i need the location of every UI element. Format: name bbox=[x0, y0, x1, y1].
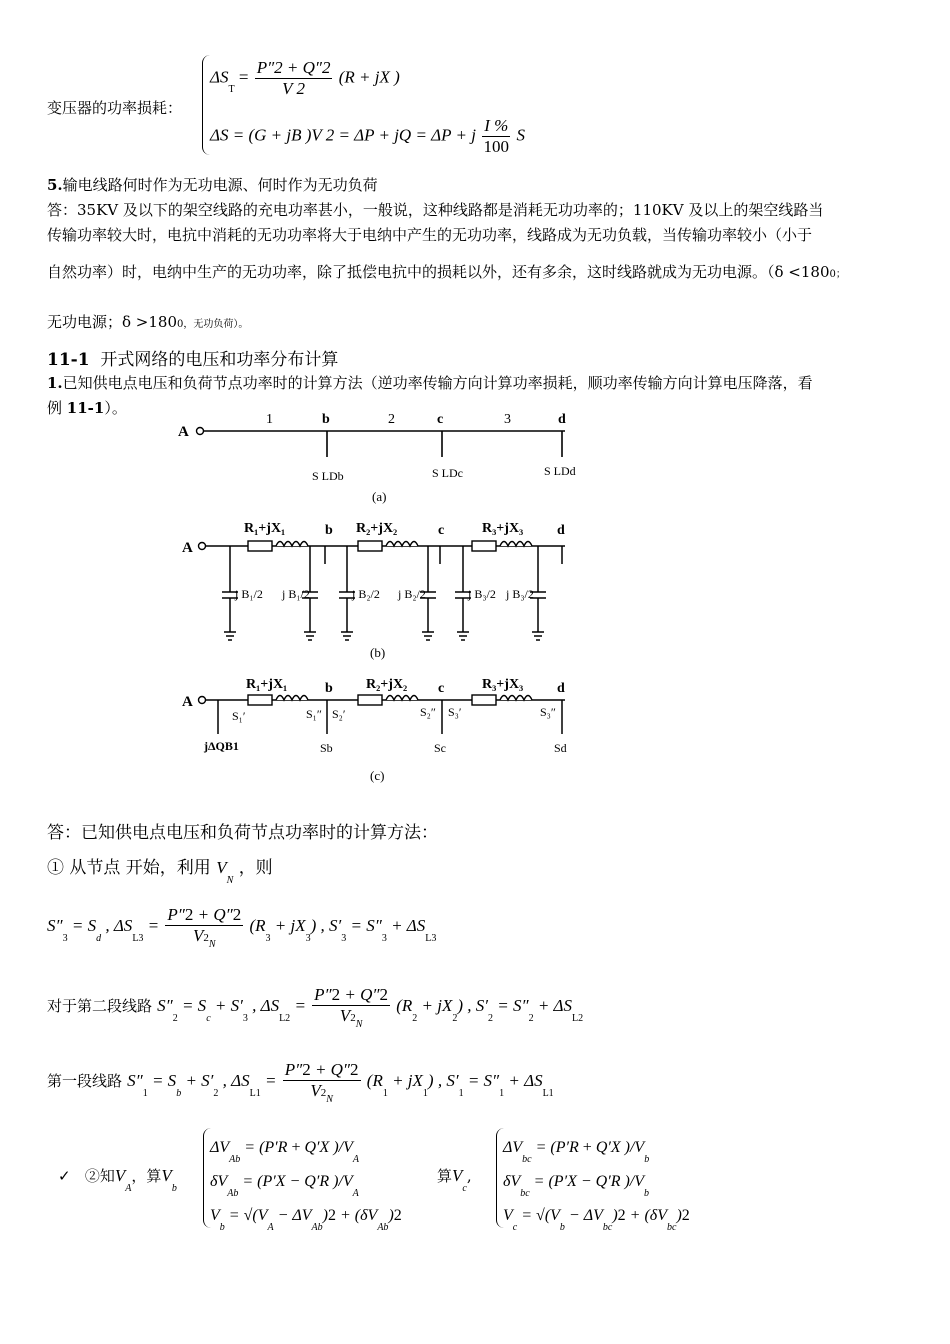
shunt-3b: j B₃/2 bbox=[506, 587, 534, 601]
load-sc: Sc bbox=[434, 741, 446, 755]
power-s2-prime: S₂′ bbox=[332, 707, 346, 721]
node-c-A: A bbox=[182, 694, 193, 710]
segment-2-label: 2 bbox=[388, 412, 395, 427]
formula-segment1: 第一段线路 $S''_1 = S_b + S'_2$ , $\Delta S_{L1}$ = $\frac{P''2 + Q''2}{V2_N}$ $(R_1 + jX_1)$ , $S'_1 = S''_1 + \Delta S_{L1}$ bbox=[47, 1060, 554, 1105]
shunt-1b: j B₁/2 bbox=[282, 587, 310, 601]
transformer-label: 变压器的功率损耗： bbox=[47, 99, 183, 117]
node-c-b: b bbox=[325, 681, 333, 696]
q5-answer-line3: 自然功率）时，电纳中生产的无功功率，除了抵偿电抗中的损耗以外，还有多余，这时线路就成为无功电源。（δ <1800； bbox=[47, 263, 846, 281]
c-impedance-3: R₃+jX₃ bbox=[482, 677, 524, 692]
q5-answer-line2: 传输功率较大时，电抗中消耗的无功功率将大于电纳中产生的无功功率，线路成为无功负载，当传输功率较小（小于 bbox=[47, 226, 813, 244]
impedance-1: R₁+jX₁ bbox=[244, 521, 286, 536]
figure-c bbox=[170, 668, 590, 786]
load-d-label: S LDd bbox=[544, 464, 576, 478]
c-impedance-1: R₁+jX₁ bbox=[246, 677, 288, 692]
shunt-2a: j B₂/2 bbox=[352, 587, 380, 601]
formula-vab: $\Delta V_{Ab} = (P'R + Q'X$ )$/V_A$ $\delta V_{Ab} = (P'X - Q'R$ )$/V_A$ $V_b = √(V_A - \Delta V_{Ab})2 + (\delta V_{Ab})2$ bbox=[210, 1139, 402, 1233]
load-c-label: S LDc bbox=[432, 466, 463, 480]
caption-b: (b) bbox=[370, 645, 386, 660]
check-icon: ✓ bbox=[58, 1167, 71, 1185]
q5-answer-line4: 无功电源；δ >1800，无功负荷）。 bbox=[47, 313, 249, 331]
power-s1-prime: S₁′ bbox=[232, 709, 246, 723]
section-q1-line2: 例 11-1）。 bbox=[47, 399, 127, 417]
transformer-eq2: ΔS = (G + jB )V 2 = ΔP + jQ = ΔP + j $\frac{I \%}{100}$ S bbox=[210, 116, 526, 156]
answer-step2-c: 算$V_c$, bbox=[437, 1166, 472, 1194]
power-s1-dprime: S₁″ bbox=[306, 707, 322, 721]
answer-intro: 答：已知供电点电压和负荷节点功率时的计算方法： bbox=[47, 823, 438, 843]
node-a-d: d bbox=[558, 412, 566, 427]
segment-3-label: 3 bbox=[504, 412, 511, 427]
answer-step1: ① 从节点 开始，利用 $V_N$ ，则 bbox=[47, 858, 273, 886]
caption-a: (a) bbox=[372, 489, 387, 504]
node-a-A: A bbox=[178, 424, 189, 440]
formula-segment2: 对于第二段线路 $S''_2 = S_c + S'_3$ , $\Delta S_{L2}$ = $\frac{P''2 + Q''2}{V2_N}$ $(R_2 + jX_2)$ , $S'_2 = S''_2 + \Delta S_{L2}$ bbox=[47, 985, 584, 1030]
node-c-d: d bbox=[557, 681, 565, 696]
shunt-2b: j B₂/2 bbox=[398, 587, 426, 601]
c-impedance-2: R₂+jX₂ bbox=[366, 677, 408, 692]
segment-1-label: 1 bbox=[266, 412, 273, 427]
formula-segment3: $S''_3 = S_d$ , $\Delta S_{L3}$ = $\frac{P''2 + Q''2}{V2_N}$ $(R_3 + jX_3)$ , $S'_3 = S''_3 + \Delta S_{L3}$ bbox=[47, 905, 437, 950]
impedance-2: R₂+jX₂ bbox=[356, 521, 398, 536]
transformer-eq1: $\Delta S_T$ = $\frac{P''2 + Q''2}{V 2}$ (R + jX ) bbox=[210, 58, 400, 98]
node-b-b: b bbox=[325, 523, 333, 538]
shunt-3a: j B₃/2 bbox=[468, 587, 496, 601]
node-a-c: c bbox=[437, 412, 444, 427]
node-a-b: b bbox=[322, 412, 330, 427]
power-s3-dprime: S₃″ bbox=[540, 705, 556, 719]
figure-a bbox=[170, 405, 590, 505]
impedance-3: R₃+jX₃ bbox=[482, 521, 524, 536]
q5-answer-line1: 答：35KV 及以下的架空线路的充电功率甚小，一般说，这种线路都是消耗无功功率的；110KV 及以上的架空线路当 bbox=[47, 201, 824, 219]
node-b-A: A bbox=[182, 540, 193, 556]
load-sd: Sd bbox=[554, 741, 567, 755]
load-sb: Sb bbox=[320, 741, 333, 755]
formula-vbc: $\Delta V_{bc} = (P'R + Q'X$ )$/V_b$ $\delta V_{bc} = (P'X - Q'R$ )$/V_b$ $V_c = √(V_b - \Delta V_{bc})2 + (\delta V_{bc})2$ bbox=[503, 1139, 690, 1233]
section-heading: 11-1 开式网络的电压和功率分布计算 bbox=[47, 350, 339, 370]
caption-c: (c) bbox=[370, 768, 385, 783]
power-s2-dprime: S₂″ bbox=[420, 705, 436, 719]
answer-step2: ✓ ②知$V_A$，算$V_b$ bbox=[58, 1166, 177, 1194]
power-s3-prime: S₃′ bbox=[448, 705, 462, 719]
load-b-label: S LDb bbox=[312, 469, 344, 483]
figure-b bbox=[170, 512, 590, 662]
section-q1-line1: 1.已知供电点电压和负荷节点功率时的计算方法（逆功率传输方向计算功率损耗，顺功率传输方向计算电压降落，看 bbox=[47, 374, 813, 392]
shunt-dq-label: jΔQB1 bbox=[204, 739, 239, 753]
q5-heading: 5.输电线路何时作为无功电源、何时作为无功负荷 bbox=[47, 176, 378, 194]
node-b-d: d bbox=[557, 523, 565, 538]
node-b-c: c bbox=[438, 523, 445, 538]
shunt-1a: j B₁/2 bbox=[235, 587, 263, 601]
node-c-c: c bbox=[438, 681, 445, 696]
